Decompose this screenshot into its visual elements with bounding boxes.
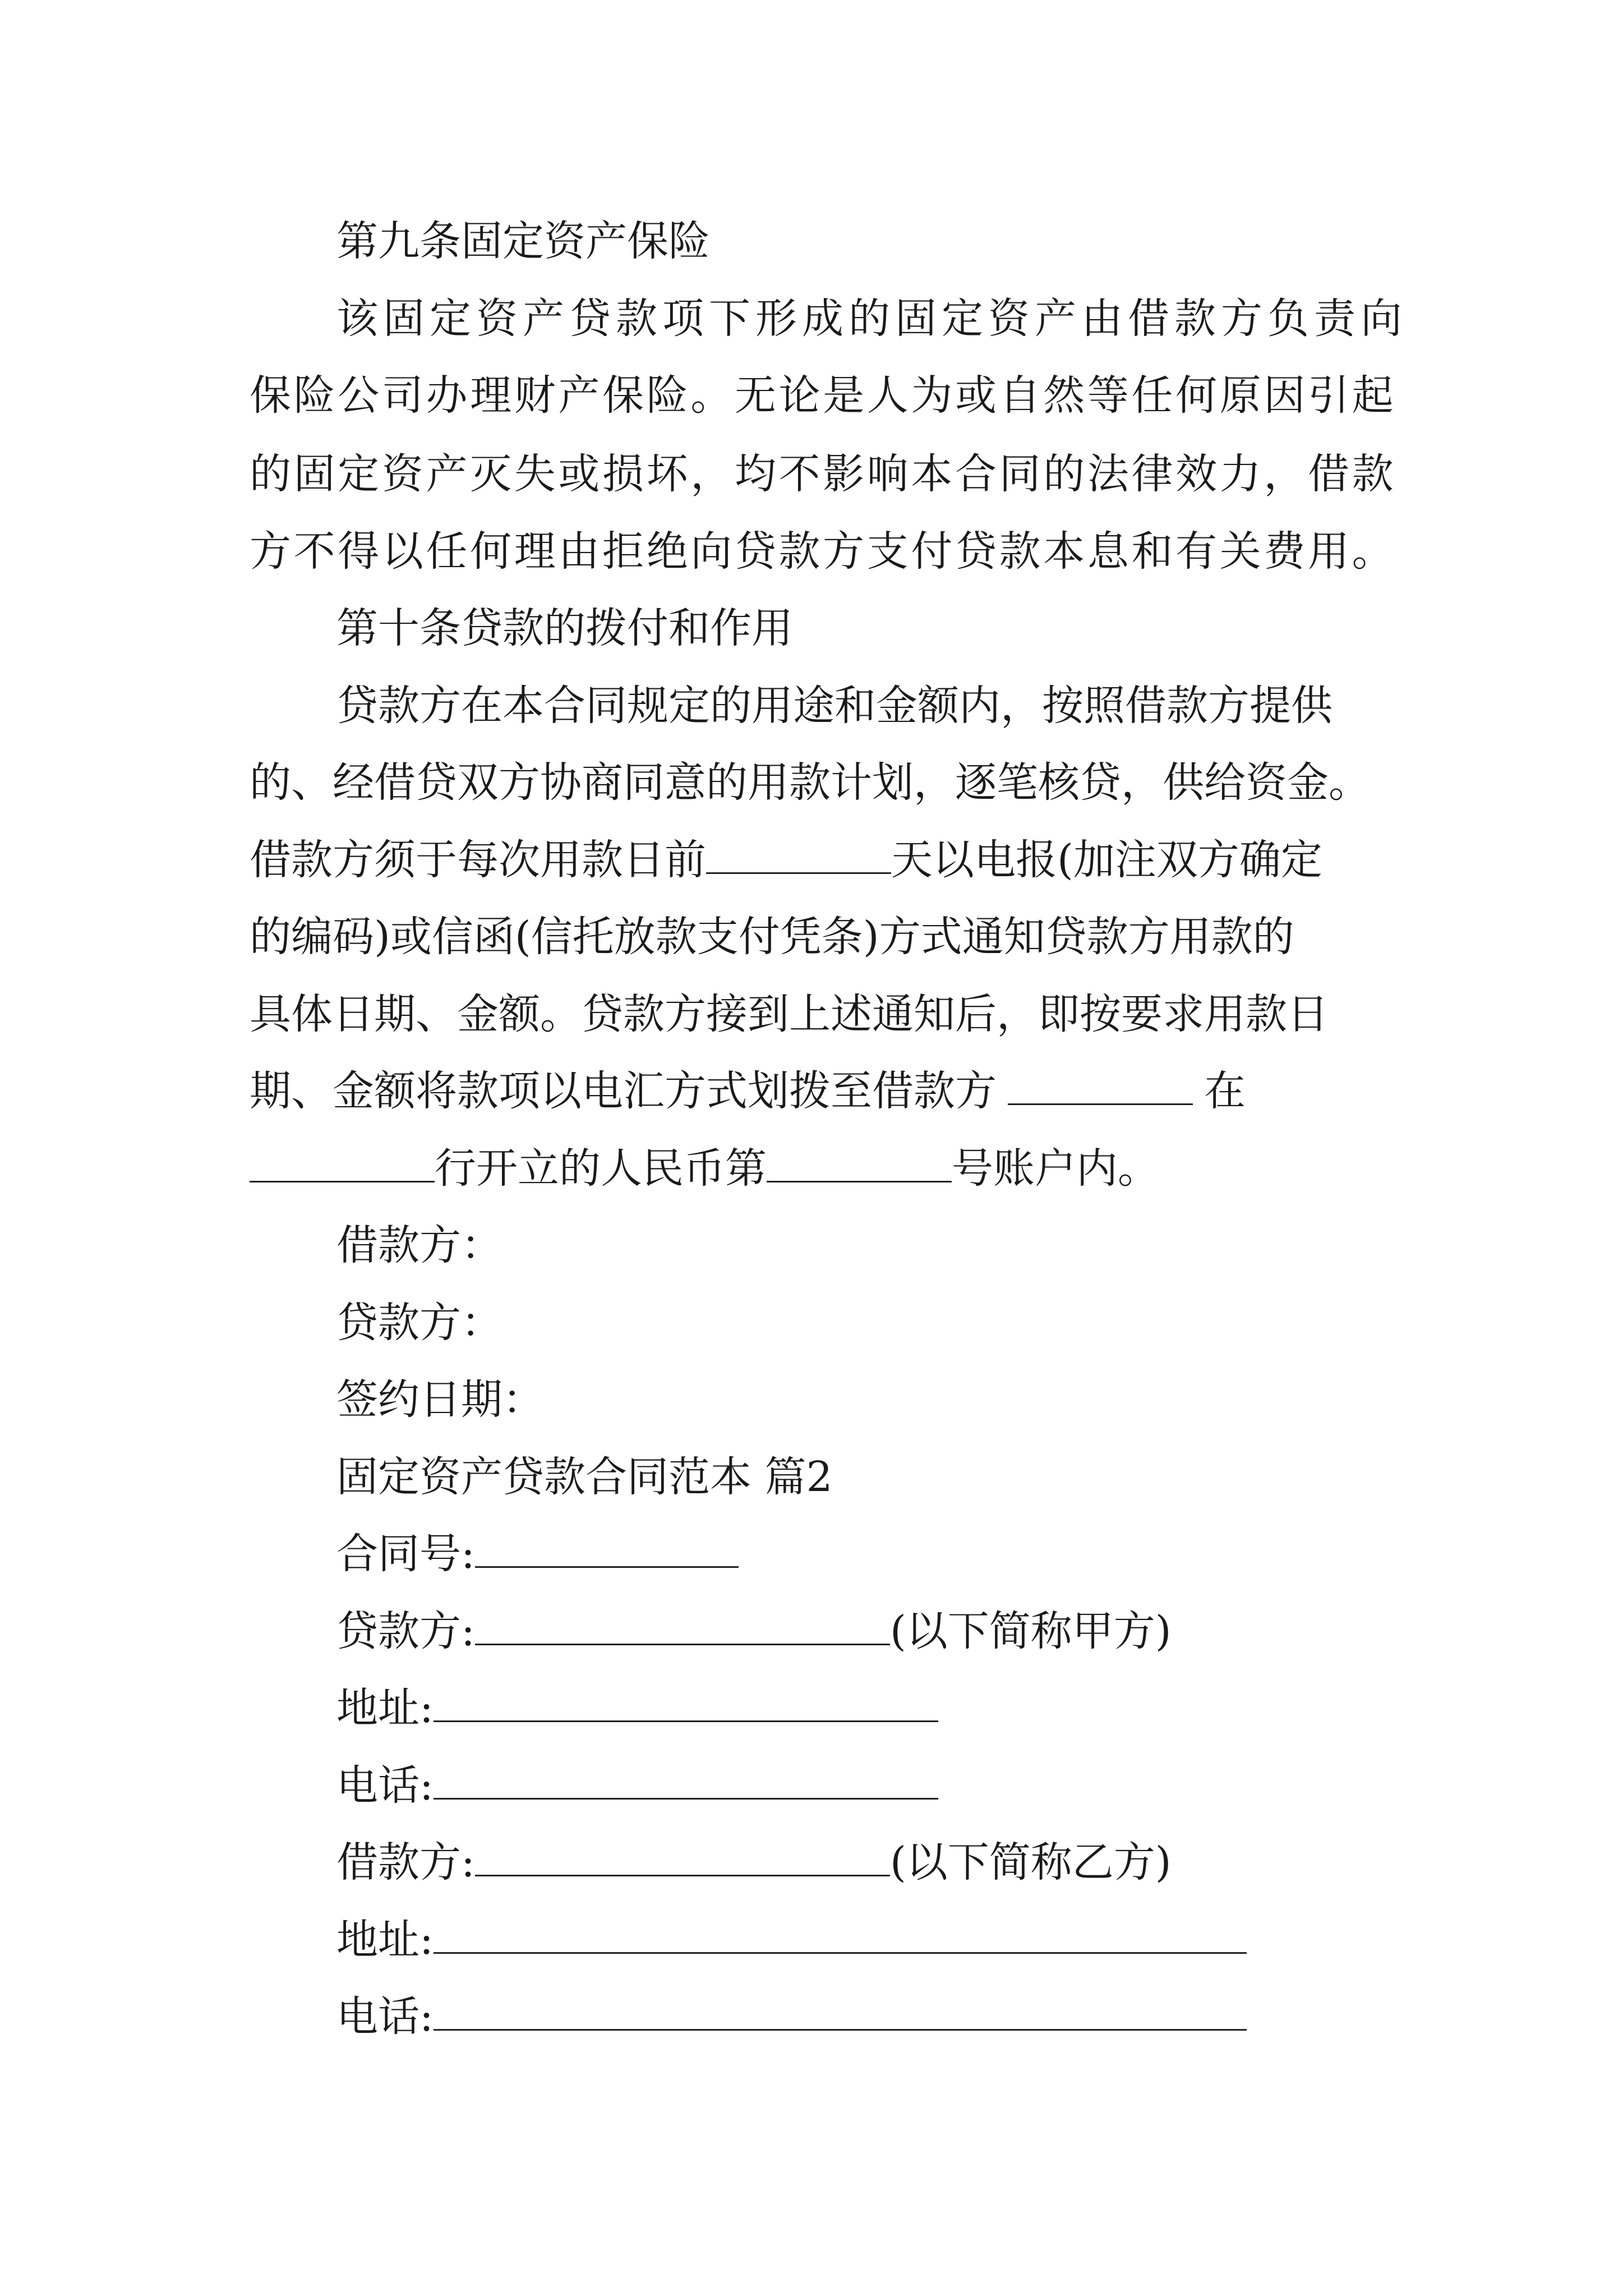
borrower-address-blank[interactable] xyxy=(434,1913,1247,1954)
contract-number-label: 合同号: xyxy=(336,1530,475,1578)
section2-title: 固定资产贷款合同范本 篇2 xyxy=(336,1453,833,1501)
lender-label: 贷款方: xyxy=(336,1607,475,1655)
article9-heading: 第九条固定资产保险 xyxy=(336,217,710,265)
borrower-blank[interactable] xyxy=(1008,1064,1193,1105)
days-blank[interactable] xyxy=(706,833,891,874)
article9-line-2: 保 险 公 司 办 理 财 产 保 险 。 无 论 是 人 为 或 自 然 等 任 何 原 因 引 起 xyxy=(250,371,1394,420)
lender-row xyxy=(336,1603,1172,1659)
article10-line-3-text-b: 天以电报(加注双方确定 xyxy=(891,836,1322,884)
lender-address-blank[interactable] xyxy=(434,1681,938,1722)
lender-suffix: (以下简称甲方) xyxy=(889,1607,1172,1655)
article10-line-6-text-a: 期、金额将款项以电汇方式划拨至借款方 xyxy=(250,1067,997,1115)
contract-number-row xyxy=(336,1526,739,1582)
signature-lender: 贷款方： xyxy=(336,1299,502,1347)
lender-phone-label: 电话: xyxy=(336,1761,434,1810)
article10-line-7 xyxy=(250,1140,1394,1197)
article9-line-4: 方 不 得 以 任 何 理 由 拒 绝 向 贷 款 方 支 付 贷 款 本 息 和 有 关 费 用 。 xyxy=(250,527,1394,576)
borrower-address-label: 地址: xyxy=(336,1916,434,1964)
article10-line-3 xyxy=(250,832,1394,888)
borrower-row xyxy=(336,1834,1172,1890)
borrower-phone-blank[interactable] xyxy=(434,1990,1247,2031)
borrower-phone-label: 电话: xyxy=(336,1993,434,2041)
bank-blank[interactable] xyxy=(250,1142,435,1182)
lender-name-blank[interactable] xyxy=(475,1604,890,1645)
lender-phone-blank[interactable] xyxy=(434,1759,938,1800)
borrower-suffix: (以下简称乙方) xyxy=(889,1838,1172,1887)
article10-line-5: 具体日期、金额。贷款方接到上述通知后，即按要求用款日 xyxy=(250,990,1329,1038)
article10-line-6 xyxy=(250,1063,1394,1119)
borrower-label: 借款方: xyxy=(336,1838,475,1887)
contract-number-blank[interactable] xyxy=(475,1527,739,1568)
signature-date: 签约日期： xyxy=(336,1375,544,1424)
article10-line-1: 贷款方在本合同规定的用途和金额内，按照借款方提供 xyxy=(336,682,1332,730)
lender-phone-row xyxy=(336,1757,938,1814)
article10-line-7-text-b: 号账户内。 xyxy=(952,1144,1159,1193)
article10-line-2: 的、经借贷双方协商同意的用款计划，逐笔核贷，供给资金。 xyxy=(250,758,1370,807)
article10-line-3-text-a: 借款方须于每次用款日前 xyxy=(250,836,706,884)
article10-heading: 第十条贷款的拨付和作用 xyxy=(336,604,793,652)
lender-address-label: 地址: xyxy=(336,1684,434,1732)
article10-line-4: 的编码)或信函(信托放款支付凭条)方式通知贷款方用款的 xyxy=(250,913,1294,961)
article10-line-7-text-a: 行开立的人民币第 xyxy=(435,1144,767,1193)
borrower-phone-row xyxy=(336,1989,1247,2045)
borrower-name-blank[interactable] xyxy=(475,1835,890,1876)
signature-borrower: 借款方： xyxy=(336,1221,502,1269)
article10-line-6-text-b: 在 xyxy=(1204,1067,1246,1115)
lender-address-row xyxy=(336,1680,938,1736)
article9-line-1: 该 固 定 资 产 贷 款 项 下 形 成 的 固 定 资 产 由 借 款 方 负 责 向 xyxy=(336,295,1402,343)
account-number-blank[interactable] xyxy=(767,1142,952,1182)
borrower-address-row xyxy=(336,1912,1247,1968)
article9-line-3: 的 固 定 资 产 灭 失 或 损 坏 ， 均 不 影 响 本 合 同 的 法 律 效 力 ， 借 款 xyxy=(250,450,1394,498)
